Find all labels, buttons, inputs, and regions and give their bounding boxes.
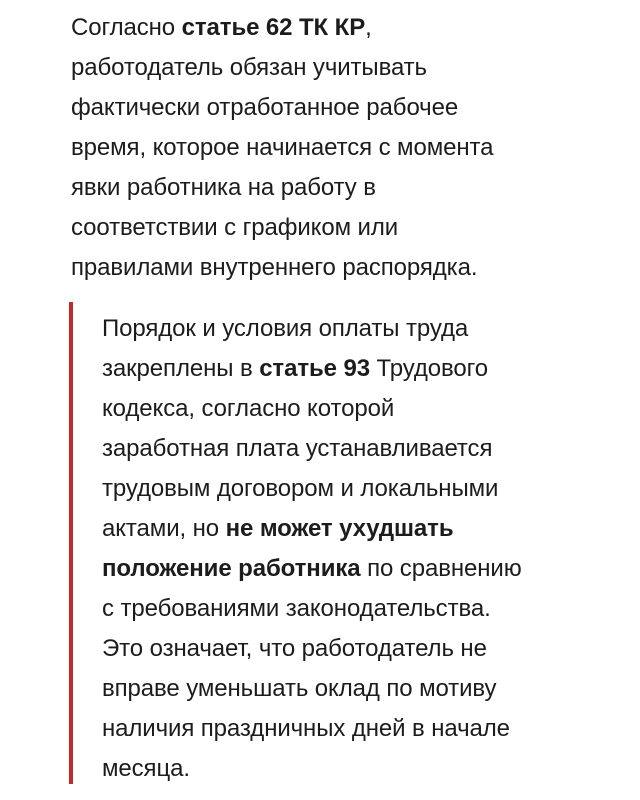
text-line: работодатель обязан учитывать — [71, 54, 427, 81]
text-line — [71, 8, 372, 48]
text-line: соответствии с графиком или — [71, 214, 399, 241]
text-line — [102, 349, 488, 389]
blockquote-accent-bar — [69, 302, 73, 784]
text-segment: актами, но — [102, 515, 226, 542]
text-line: месяца. — [102, 755, 190, 782]
text-segment: Трудового — [369, 355, 488, 382]
text-line: трудовым договором и локальными — [102, 475, 499, 502]
bold-text-article-93: статье 93 — [259, 355, 370, 382]
text-line: заработная плата устанавливается — [102, 435, 493, 462]
text-line: Порядок и условия оплаты труда — [102, 315, 469, 342]
blockquote-payment-terms — [69, 302, 629, 784]
text-line: фактически отработанное рабочее — [71, 94, 459, 121]
text-line: Это означает, что работодатель не — [102, 635, 487, 662]
text-segment: закреплены в — [102, 355, 260, 382]
text-segment: по сравнению — [360, 555, 522, 582]
text-line: кодекса, согласно которой — [102, 395, 395, 422]
text-segment: , — [365, 14, 372, 41]
text-line: вправе уменьшать оклад по мотиву — [102, 675, 497, 702]
text-line — [102, 549, 522, 589]
text-segment: Согласно — [71, 14, 182, 41]
bold-text-employee-position: положение работника — [102, 555, 361, 582]
text-line — [102, 509, 453, 549]
text-line: явки работника на работу в — [71, 174, 376, 201]
text-line: время, которое начинается с момента — [71, 134, 494, 161]
bold-text-article-62: статье 62 ТК КР — [181, 14, 366, 41]
text-line: правилами внутреннего распорядка. — [71, 254, 478, 281]
text-line: с требованиями законодательства. — [102, 595, 491, 622]
bold-text-cannot-worsen: не может ухудшать — [225, 515, 454, 542]
text-line: наличия праздничных дней в начале — [102, 715, 510, 742]
